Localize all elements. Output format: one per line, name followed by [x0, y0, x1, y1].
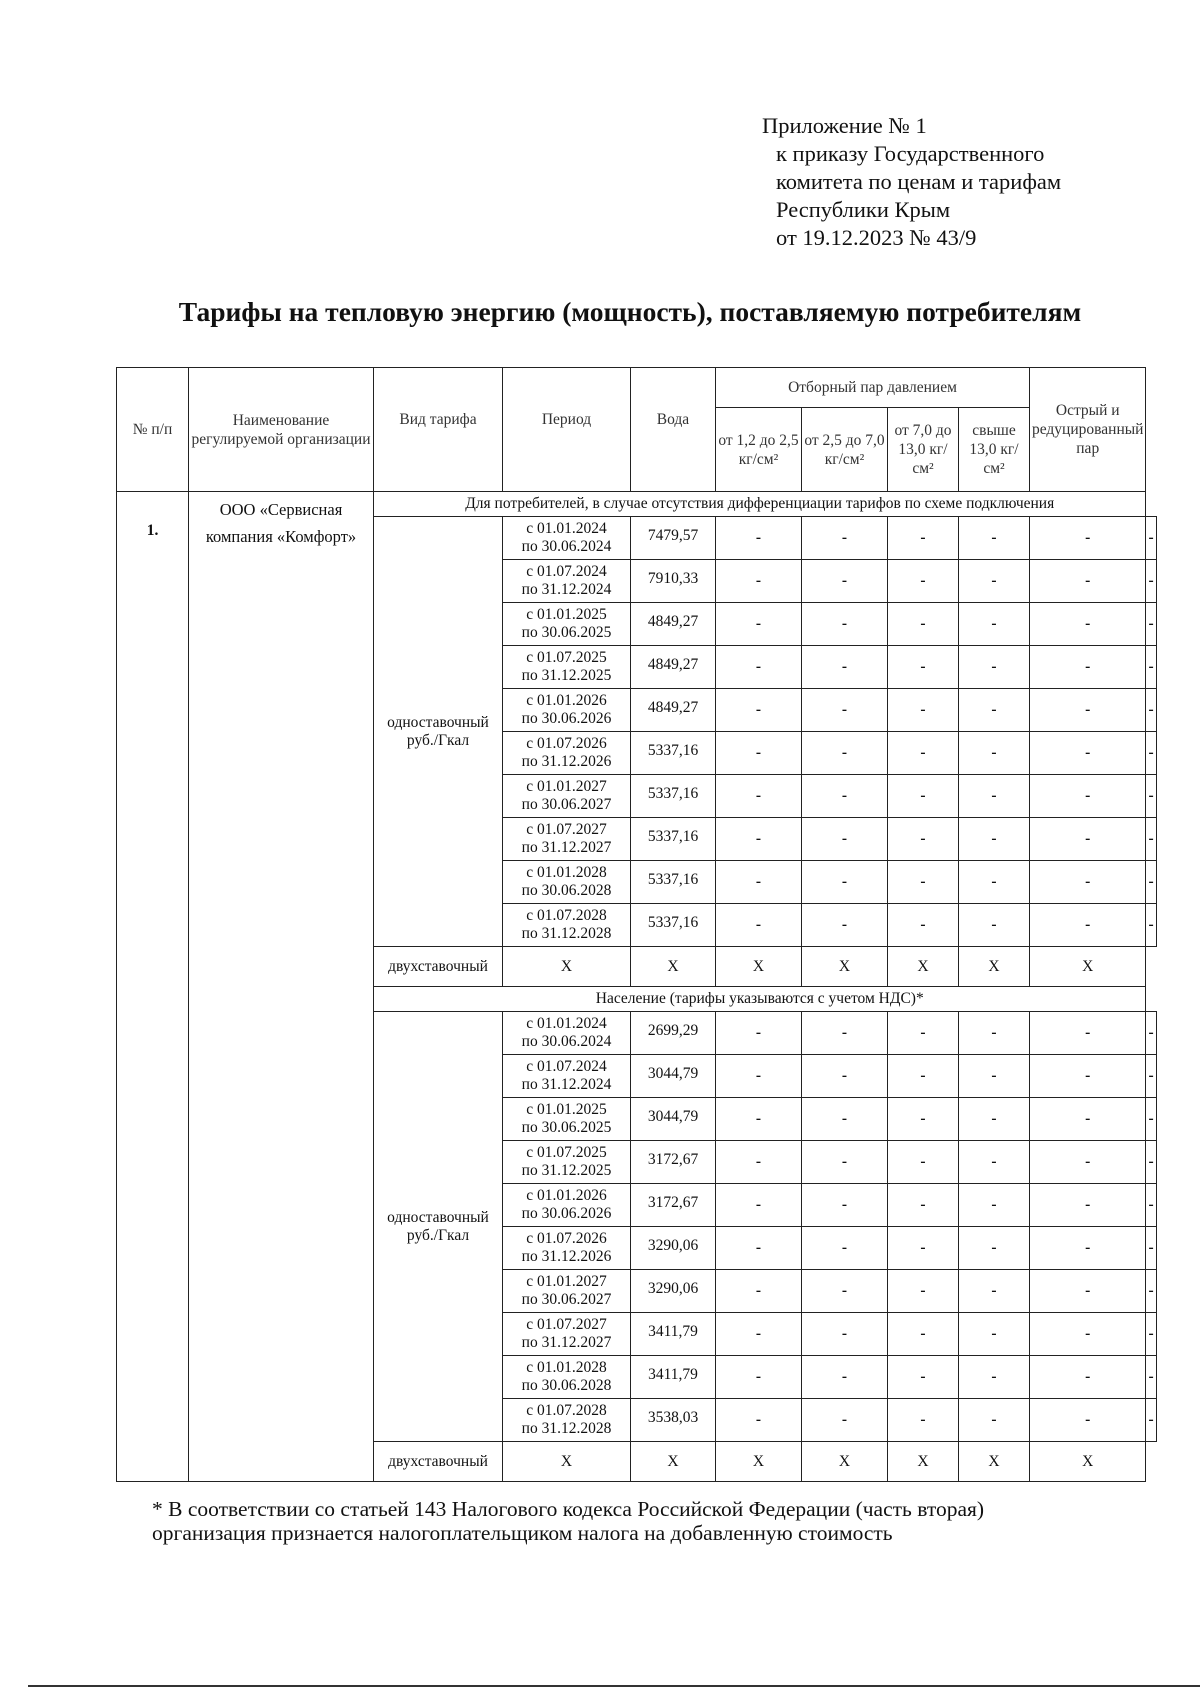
period-to: по 31.12.2027: [521, 1334, 612, 1351]
empty-value: -: [1030, 1227, 1146, 1270]
empty-value: -: [802, 818, 888, 861]
period-from: с 01.07.2027: [526, 821, 607, 838]
appendix-line: от 19.12.2023 № 43/9: [776, 225, 977, 250]
bottom-divider: [28, 1685, 1200, 1687]
x-mark: X: [1030, 947, 1146, 987]
period-from: с 01.07.2025: [526, 1144, 607, 1161]
water-value: 5337,16: [631, 775, 716, 818]
period-cell: [503, 1012, 631, 1055]
x-mark: X: [802, 947, 888, 987]
empty-value: -: [716, 904, 802, 947]
document-title: Тарифы на тепловую энергию (мощность), поставляемую потребителям: [178, 296, 1082, 327]
period-from: с 01.01.2024: [526, 520, 607, 537]
empty-value: -: [1146, 517, 1156, 560]
water-value: 3290,06: [631, 1227, 716, 1270]
water-value: 7479,57: [631, 517, 716, 560]
period-from: с 01.01.2027: [526, 778, 607, 795]
period-to: по 30.06.2025: [521, 1119, 612, 1136]
empty-value: -: [1146, 1055, 1156, 1098]
period-to: по 30.06.2025: [521, 624, 612, 641]
period-to: по 31.12.2027: [521, 839, 612, 856]
x-mark: X: [631, 1442, 716, 1482]
header-sharp-steam: Острый и редуцированный пар: [1030, 368, 1146, 492]
water-value: 4849,27: [631, 603, 716, 646]
period-from: с 01.01.2028: [526, 864, 607, 881]
period-cell: [503, 904, 631, 947]
period-to: по 30.06.2026: [521, 710, 612, 727]
period-from: с 01.01.2024: [526, 1015, 607, 1032]
empty-value: -: [888, 1141, 959, 1184]
empty-value: -: [1146, 1012, 1156, 1055]
period-from: с 01.07.2028: [526, 907, 607, 924]
header-steam-col: от 7,0 до 13,0 кг/см²: [888, 408, 959, 492]
empty-value: -: [716, 646, 802, 689]
empty-value: -: [959, 1098, 1030, 1141]
period-cell: [503, 603, 631, 646]
period-from: с 01.01.2026: [526, 1187, 607, 1204]
appendix-line: к приказу Государственного: [776, 141, 1045, 166]
empty-value: -: [802, 603, 888, 646]
period-cell: [503, 646, 631, 689]
x-mark: X: [631, 947, 716, 987]
empty-value: -: [802, 861, 888, 904]
empty-value: -: [959, 1012, 1030, 1055]
empty-value: -: [1030, 603, 1146, 646]
header-num: № п/п: [117, 368, 189, 492]
empty-value: -: [959, 1313, 1030, 1356]
empty-value: -: [802, 1012, 888, 1055]
header-steam-col: от 2,5 до 7,0 кг/см²: [802, 408, 888, 492]
empty-value: -: [1146, 818, 1156, 861]
section-title: Для потребителей, в случае отсутствия дифференциации тарифов по схеме подключения: [374, 492, 1146, 517]
header-steam-col: от 1,2 до 2,5 кг/см²: [716, 408, 802, 492]
appendix-line: комитета по ценам и тарифам: [776, 169, 1062, 194]
empty-value: -: [1030, 1399, 1146, 1442]
empty-value: -: [802, 1356, 888, 1399]
empty-value: -: [888, 560, 959, 603]
tariff-type-single: одноставочный руб./Гкал: [374, 517, 503, 947]
period-to: по 31.12.2025: [521, 1162, 612, 1179]
empty-value: -: [959, 560, 1030, 603]
empty-value: -: [802, 1313, 888, 1356]
water-value: 3411,79: [631, 1313, 716, 1356]
empty-value: -: [959, 1399, 1030, 1442]
period-to: по 30.06.2027: [521, 1291, 612, 1308]
appendix-block: [762, 112, 1061, 252]
empty-value: -: [959, 1356, 1030, 1399]
empty-value: -: [888, 1055, 959, 1098]
empty-value: -: [1146, 1141, 1156, 1184]
empty-value: -: [716, 1399, 802, 1442]
empty-value: -: [716, 1055, 802, 1098]
empty-value: -: [1030, 689, 1146, 732]
empty-value: -: [1030, 818, 1146, 861]
empty-value: -: [716, 1184, 802, 1227]
empty-value: -: [802, 775, 888, 818]
water-value: 5337,16: [631, 861, 716, 904]
period-cell: [503, 1141, 631, 1184]
empty-value: -: [802, 732, 888, 775]
water-value: 4849,27: [631, 646, 716, 689]
period-to: по 31.12.2025: [521, 667, 612, 684]
water-value: 3538,03: [631, 1399, 716, 1442]
empty-value: -: [1146, 646, 1156, 689]
empty-value: -: [888, 1313, 959, 1356]
empty-value: -: [888, 603, 959, 646]
x-mark: X: [959, 947, 1030, 987]
empty-value: -: [1030, 1098, 1146, 1141]
empty-value: -: [1146, 861, 1156, 904]
empty-value: -: [1146, 560, 1156, 603]
appendix-line: Приложение № 1: [762, 113, 927, 138]
period-cell: [503, 1270, 631, 1313]
empty-value: -: [1030, 1356, 1146, 1399]
header-water: Вода: [631, 368, 716, 492]
empty-value: -: [1146, 1356, 1156, 1399]
period-from: с 01.07.2028: [526, 1402, 607, 1419]
period-cell: [503, 1227, 631, 1270]
empty-value: -: [1146, 1270, 1156, 1313]
empty-value: -: [1146, 603, 1156, 646]
water-value: 5337,16: [631, 904, 716, 947]
empty-value: -: [716, 732, 802, 775]
empty-value: -: [888, 689, 959, 732]
empty-value: -: [1146, 775, 1156, 818]
water-value: 5337,16: [631, 732, 716, 775]
period-to: по 30.06.2027: [521, 796, 612, 813]
empty-value: -: [716, 775, 802, 818]
empty-value: -: [716, 818, 802, 861]
tariff-type-two: двухставочный: [374, 1442, 503, 1482]
empty-value: -: [1030, 560, 1146, 603]
period-from: с 01.01.2026: [526, 692, 607, 709]
row-number: 1.: [117, 492, 189, 1482]
empty-value: -: [1030, 517, 1146, 560]
empty-value: -: [959, 603, 1030, 646]
empty-value: -: [1146, 732, 1156, 775]
empty-value: -: [802, 1098, 888, 1141]
empty-value: -: [959, 1055, 1030, 1098]
footnote-line: * В соответствии со статьей 143 Налогового кодекса Российской Федерации (часть вторая): [152, 1497, 985, 1521]
period-to: по 31.12.2026: [521, 1248, 612, 1265]
period-from: с 01.07.2025: [526, 649, 607, 666]
period-to: по 30.06.2028: [521, 1377, 612, 1394]
period-to: по 31.12.2028: [521, 1420, 612, 1437]
period-to: по 30.06.2024: [521, 538, 612, 555]
period-cell: [503, 861, 631, 904]
period-cell: [503, 1055, 631, 1098]
period-to: по 30.06.2028: [521, 882, 612, 899]
footnote-line: организация признается налогоплательщиком налога на добавленную стоимость: [152, 1521, 893, 1545]
appendix-line: Республики Крым: [776, 197, 951, 222]
x-mark: X: [503, 1442, 631, 1482]
empty-value: -: [716, 689, 802, 732]
empty-value: -: [802, 1399, 888, 1442]
empty-value: -: [1030, 646, 1146, 689]
period-cell: [503, 775, 631, 818]
water-value: 7910,33: [631, 560, 716, 603]
water-value: 3044,79: [631, 1055, 716, 1098]
org-name: ООО «Сервисная компания «Комфорт»: [189, 492, 374, 1482]
empty-value: -: [959, 1270, 1030, 1313]
x-mark: X: [716, 1442, 802, 1482]
section-title: Население (тарифы указываются с учетом НДС)*: [374, 987, 1146, 1012]
tariff-type-single: одноставочный руб./Гкал: [374, 1012, 503, 1442]
empty-value: -: [1030, 775, 1146, 818]
empty-value: -: [1146, 1184, 1156, 1227]
header-org: Наименование регулируемой организации: [189, 368, 374, 492]
empty-value: -: [716, 1141, 802, 1184]
empty-value: -: [802, 1227, 888, 1270]
empty-value: -: [716, 560, 802, 603]
empty-value: -: [802, 1184, 888, 1227]
header-steam-group: Отборный пар давлением: [716, 368, 1030, 408]
x-mark: X: [503, 947, 631, 987]
empty-value: -: [802, 1270, 888, 1313]
empty-value: -: [716, 861, 802, 904]
empty-value: -: [1146, 689, 1156, 732]
period-from: с 01.01.2025: [526, 1101, 607, 1118]
header-period: Период: [503, 368, 631, 492]
period-to: по 31.12.2024: [521, 1076, 612, 1093]
empty-value: -: [888, 1399, 959, 1442]
empty-value: -: [802, 1055, 888, 1098]
period-from: с 01.07.2027: [526, 1316, 607, 1333]
x-mark: X: [1030, 1442, 1146, 1482]
empty-value: -: [888, 1012, 959, 1055]
period-from: с 01.01.2025: [526, 606, 607, 623]
empty-value: -: [1146, 1399, 1156, 1442]
empty-value: -: [888, 1270, 959, 1313]
empty-value: -: [802, 904, 888, 947]
empty-value: -: [716, 1012, 802, 1055]
x-mark: X: [716, 947, 802, 987]
water-value: 3172,67: [631, 1141, 716, 1184]
period-cell: [503, 689, 631, 732]
empty-value: -: [1030, 1055, 1146, 1098]
empty-value: -: [716, 1313, 802, 1356]
water-value: 5337,16: [631, 818, 716, 861]
empty-value: -: [802, 1141, 888, 1184]
empty-value: -: [888, 1227, 959, 1270]
empty-value: -: [959, 1227, 1030, 1270]
period-to: по 31.12.2028: [521, 925, 612, 942]
empty-value: -: [802, 646, 888, 689]
empty-value: -: [888, 861, 959, 904]
period-to: по 31.12.2024: [521, 581, 612, 598]
period-to: по 30.06.2024: [521, 1033, 612, 1050]
x-mark: X: [959, 1442, 1030, 1482]
period-cell: [503, 1184, 631, 1227]
period-from: с 01.07.2024: [526, 563, 607, 580]
water-value: 3411,79: [631, 1356, 716, 1399]
footnote: [152, 1497, 984, 1545]
empty-value: -: [888, 775, 959, 818]
empty-value: -: [716, 1098, 802, 1141]
empty-value: -: [1030, 1141, 1146, 1184]
water-value: 3290,06: [631, 1270, 716, 1313]
header-tariff-type: Вид тарифа: [374, 368, 503, 492]
header-steam-col: свыше 13,0 кг/см²: [959, 408, 1030, 492]
empty-value: -: [802, 689, 888, 732]
empty-value: -: [716, 1356, 802, 1399]
tariff-type-two: двухставочный: [374, 947, 503, 987]
water-value: 3044,79: [631, 1098, 716, 1141]
water-value: 4849,27: [631, 689, 716, 732]
period-from: с 01.01.2027: [526, 1273, 607, 1290]
empty-value: -: [888, 1098, 959, 1141]
empty-value: -: [959, 732, 1030, 775]
empty-value: -: [888, 517, 959, 560]
period-to: по 31.12.2026: [521, 753, 612, 770]
period-cell: [503, 1356, 631, 1399]
empty-value: -: [888, 1356, 959, 1399]
empty-value: -: [802, 517, 888, 560]
empty-value: -: [1030, 904, 1146, 947]
empty-value: -: [959, 818, 1030, 861]
empty-value: -: [1146, 1227, 1156, 1270]
empty-value: -: [888, 818, 959, 861]
empty-value: -: [1030, 861, 1146, 904]
period-cell: [503, 1399, 631, 1442]
period-cell: [503, 517, 631, 560]
empty-value: -: [716, 517, 802, 560]
empty-value: -: [959, 1184, 1030, 1227]
empty-value: -: [959, 646, 1030, 689]
period-cell: [503, 560, 631, 603]
period-from: с 01.07.2026: [526, 1230, 607, 1247]
empty-value: -: [959, 689, 1030, 732]
x-mark: X: [888, 1442, 959, 1482]
period-cell: [503, 732, 631, 775]
period-from: с 01.01.2028: [526, 1359, 607, 1376]
empty-value: -: [1146, 1098, 1156, 1141]
empty-value: -: [1030, 1313, 1146, 1356]
x-mark: X: [802, 1442, 888, 1482]
water-value: 2699,29: [631, 1012, 716, 1055]
empty-value: -: [959, 904, 1030, 947]
period-from: с 01.07.2026: [526, 735, 607, 752]
empty-value: -: [716, 1227, 802, 1270]
empty-value: -: [716, 1270, 802, 1313]
x-mark: X: [888, 947, 959, 987]
empty-value: -: [959, 517, 1030, 560]
empty-value: -: [1030, 1184, 1146, 1227]
water-value: 3172,67: [631, 1184, 716, 1227]
tariff-table: [116, 367, 1157, 1482]
period-cell: [503, 1098, 631, 1141]
period-to: по 30.06.2026: [521, 1205, 612, 1222]
empty-value: -: [959, 1141, 1030, 1184]
empty-value: -: [1030, 732, 1146, 775]
empty-value: -: [888, 904, 959, 947]
period-cell: [503, 1313, 631, 1356]
empty-value: -: [1030, 1012, 1146, 1055]
empty-value: -: [716, 603, 802, 646]
empty-value: -: [888, 646, 959, 689]
empty-value: -: [959, 775, 1030, 818]
empty-value: -: [959, 861, 1030, 904]
empty-value: -: [888, 732, 959, 775]
empty-value: -: [1146, 904, 1156, 947]
empty-value: -: [888, 1184, 959, 1227]
empty-value: -: [1146, 1313, 1156, 1356]
period-from: с 01.07.2024: [526, 1058, 607, 1075]
empty-value: -: [802, 560, 888, 603]
empty-value: -: [1030, 1270, 1146, 1313]
period-cell: [503, 818, 631, 861]
